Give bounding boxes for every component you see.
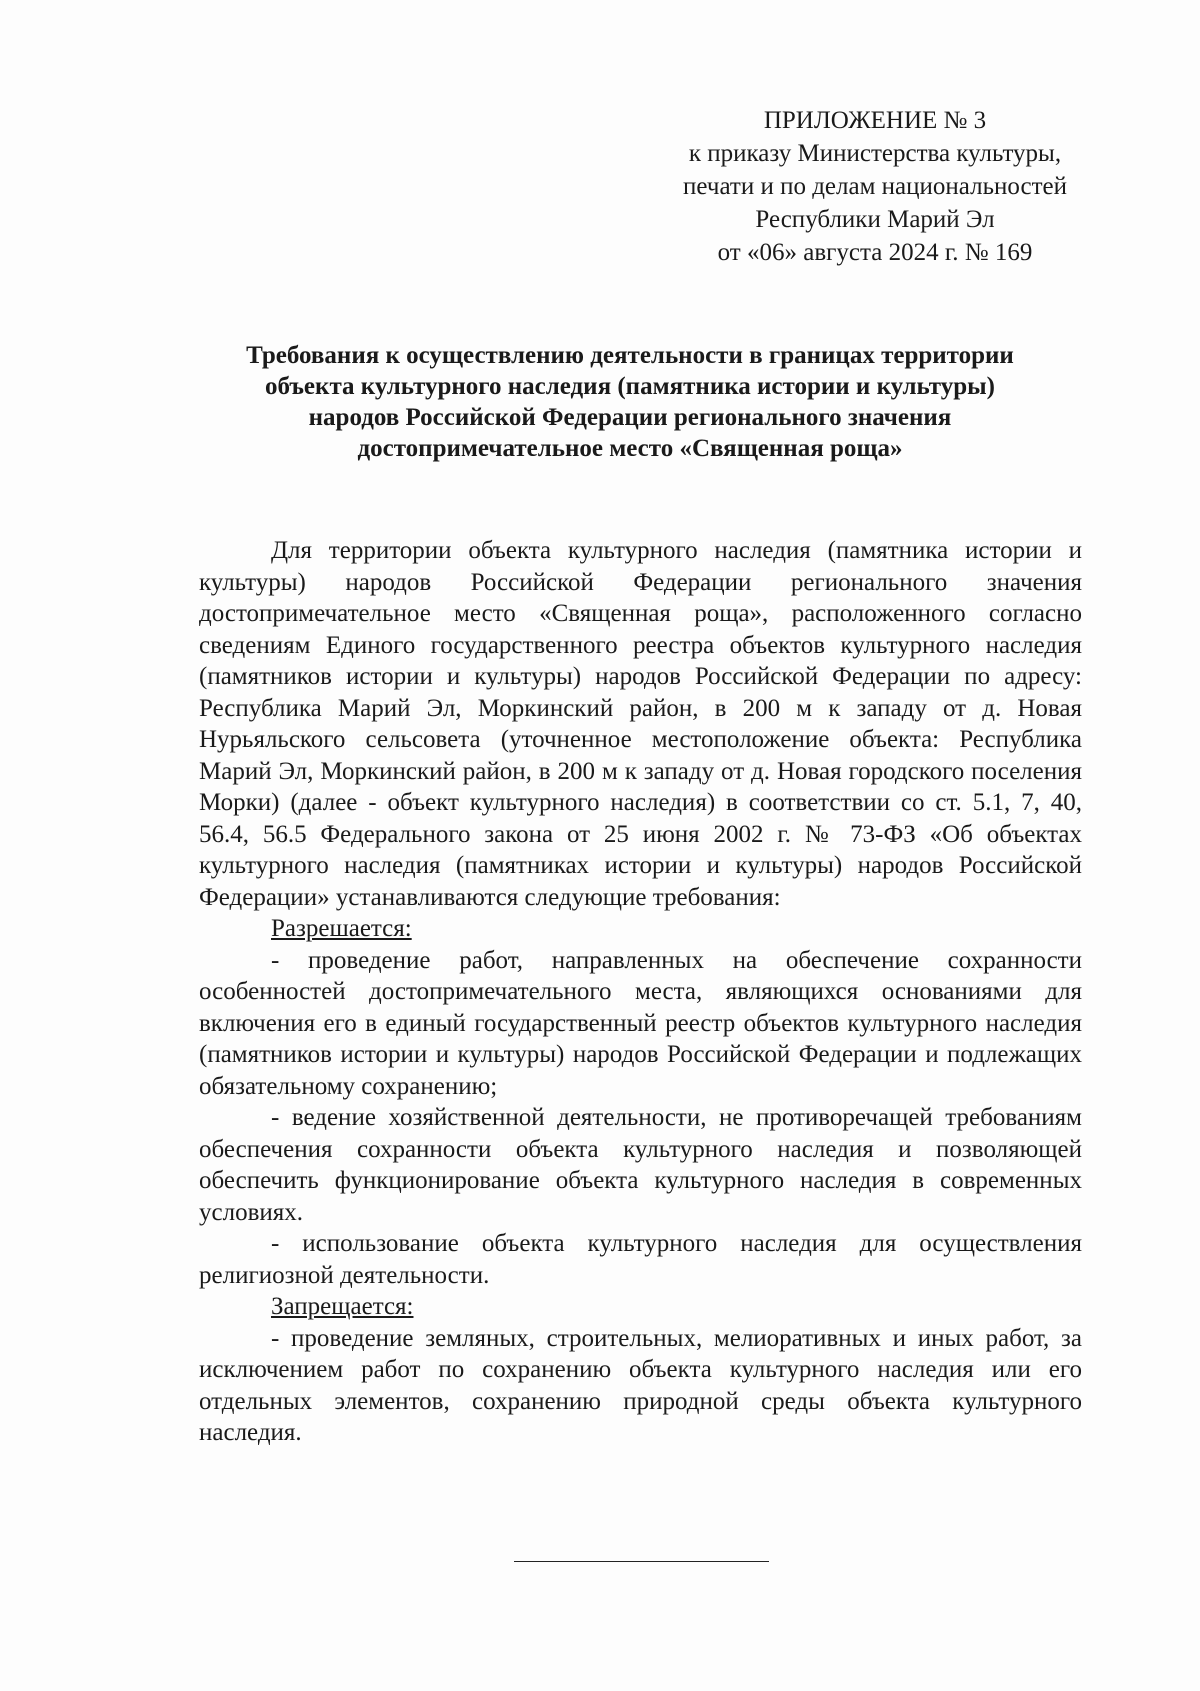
appendix-header	[640, 104, 1110, 269]
appendix-republic: Республики Марий Эл	[755, 206, 995, 233]
appendix-ministry: печати и по делам национальностей	[683, 173, 1067, 200]
permitted-item: - ведение хозяйственной деятельности, не противоречащей требованиям обеспечения сохранности объекта культурного наследия и позволяющей обеспечить функционирование объекта культурного наследия в современных условиях.	[199, 1104, 1082, 1226]
permitted-item: - использование объекта культурного наследия для осуществления религиозной деятельности.	[199, 1230, 1082, 1289]
prohibited-item: - проведение земляных, строительных, мелиоративных и иных работ, за исключением работ по сохранению объекта культурного наследия или его отдельных элементов, сохранению природной среды объекта культурного наследия.	[199, 1324, 1082, 1446]
title-line: народов Российской Федерации регионального значения	[308, 404, 952, 431]
closing-line	[514, 1561, 769, 1562]
title-line: объекта культурного наследия (памятника истории и культуры)	[264, 373, 995, 400]
permitted-item: - проведение работ, направленных на обеспечение сохранности особенностей достопримечательного места, являющихся основаниями для включения его в единый государственный реестр объектов культурного наследия (памятников истории и культуры) народов Российской Федерации и подлежащих обязательному сохранению;	[199, 946, 1082, 1100]
document-title	[140, 340, 1120, 464]
prohibited-heading: Запрещается:	[271, 1293, 414, 1320]
appendix-order-ref: к приказу Министерства культуры,	[688, 140, 1062, 167]
document-body	[199, 535, 1082, 1449]
appendix-number: ПРИЛОЖЕНИЕ № 3	[763, 107, 987, 134]
title-line: достопримечательное место «Священная роща»	[357, 435, 903, 462]
intro-paragraph: Для территории объекта культурного наследия (памятника истории и культуры) народов Российской Федерации регионального значения достопримечательное место «Священная роща», расположенного согласно сведениям Единого государственного реестра объектов культурного наследия (памятников истории и культуры) народов Российской Федерации по адресу: Республика Марий Эл, Моркинский район, в 200 м к западу от д. Новая Нурьяльского сельсовета (уточненное местоположение объекта: Республика Марий Эл, Моркинский район, в 200 м к западу от д. Новая городского поселения Морки) (далее - объект культурного наследия) в соответствии со ст. 5.1, 7, 40, 56.4, 56.5 Федерального закона от 25 июня 2002 г. № 73-ФЗ «Об объектах культурного наследия (памятниках истории и культуры) народов Российской Федерации» устанавливаются следующие требования:	[199, 537, 1082, 911]
appendix-order-date: от «06» августа 2024 г. № 169	[717, 239, 1033, 266]
title-line: Требования к осуществлению деятельности в границах территории	[246, 342, 1014, 369]
permitted-heading: Разрешается:	[271, 915, 412, 942]
